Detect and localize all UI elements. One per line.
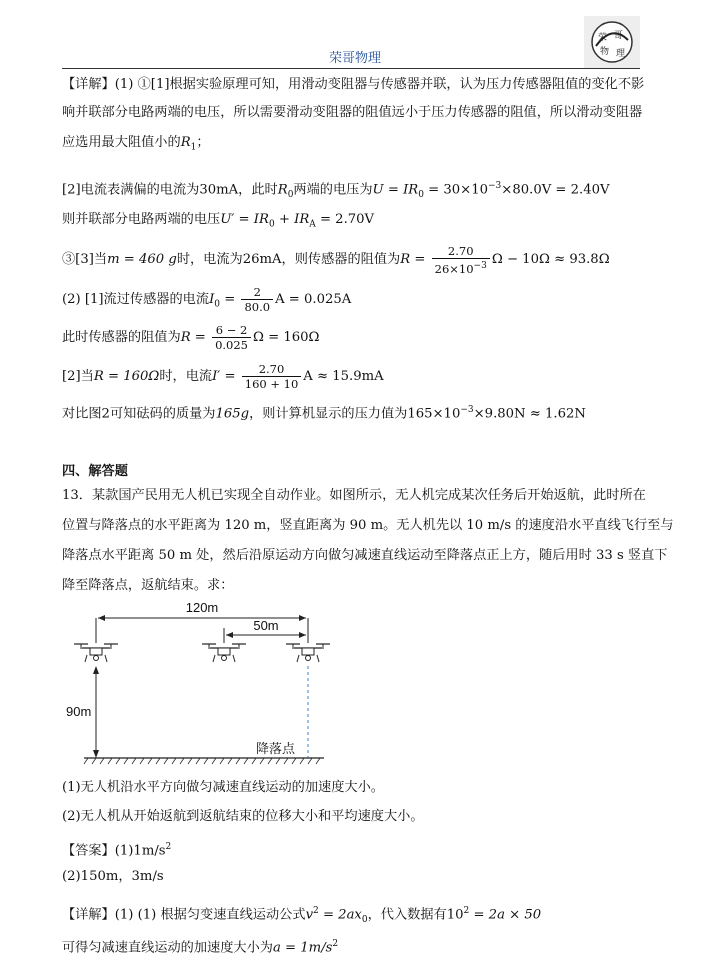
problem-line-3: 降落点水平距离 50 m 处，然后沿原运动方向做匀减速直线运动至降落点正上方，随后用时 33 s 竖直下 xyxy=(62,548,668,563)
current-160-line: [2]当R = 160Ω时，电流I′ = $\frac{2.70}{160 + 10}$ A ≈ 15.9mA xyxy=(62,362,384,391)
fraction: $\frac{6 - 2}{0.025}$ xyxy=(212,323,251,352)
drone-mid-icon xyxy=(202,644,246,662)
section-title: 四、解答题 xyxy=(62,464,128,479)
parallel-voltage-line: 则并联部分电路两端的电压$U' = IR_0 + IR_A = 2.70V$ xyxy=(62,212,375,230)
label-50m: 50m xyxy=(253,618,279,633)
ammeter-voltage-line: [2]电流表满偏的电流为30mA，此时$R_0$两端的电压为$U = IR_0 = 30\times 10^{-3}\times 80.0V = 2.40V$ xyxy=(62,181,610,201)
brand-logo xyxy=(584,16,640,68)
svg-text:物: 物 xyxy=(600,47,610,57)
detail-line-1: 【详解】(1) ①[1]根据实验原理可知，用滑动变阻器与传感器并联，认为压力传感器阻值的变化不影 xyxy=(62,77,645,92)
svg-text:荣: 荣 xyxy=(598,33,608,43)
label-120m: 120m xyxy=(185,600,219,615)
problem-line-4: 降至降落点，返航结束。求： xyxy=(62,578,234,593)
sensor-current-line: (2) [1]流过传感器的电流$I_0$ = $\frac{2}{80.0}$ A = 0.025A xyxy=(62,285,352,314)
sensor-resistance-line-1: ③[3]当m = 460 g时，电流为26mA，则传感器的阻值为R = $\frac{2.70}{26\times 10^{-3}}$ Ω − 10Ω ≈ 93.8Ω xyxy=(62,243,610,276)
question-1: (1)无人机沿水平方向做匀减速直线运动的加速度大小。 xyxy=(62,780,384,795)
svg-text:哥: 哥 xyxy=(614,31,624,41)
fraction: $\frac{2}{80.0}$ xyxy=(241,285,273,314)
drone-end-icon xyxy=(286,644,330,662)
drone-start-icon xyxy=(74,644,118,662)
problem-line-1: 13．某款国产民用无人机已实现全自动作业。如图所示，无人机完成某次任务后开始返航，此时所在 xyxy=(62,488,646,503)
fraction: $\frac{2.70}{26\times 10^{-3}}$ xyxy=(432,244,490,276)
svg-text:理: 理 xyxy=(616,49,626,59)
problem-line-2: 位置与降落点的水平距离为 120 m，竖直距离为 90 m。无人机先以 10 m/s 的速度沿水平直线飞行至与 xyxy=(62,518,674,533)
question-2: (2)无人机从开始返航到返航结束的位移大小和平均速度大小。 xyxy=(62,809,424,824)
detail2-line-2: 可得匀减速直线运动的加速度大小为$a = 1m/s^2$ xyxy=(62,939,339,956)
detail-line-2: 响并联部分电路两端的电压，所以需要滑动变阻器的阻值远小于压力传感器的阻值，所以滑动变阻器 xyxy=(62,105,643,120)
header-rule xyxy=(62,68,640,69)
answer-line-2: (2)150m，3m/s xyxy=(62,869,164,884)
drone-figure xyxy=(62,598,352,776)
ground-hatch xyxy=(84,758,320,764)
header-title: 荣哥物理 xyxy=(328,51,381,66)
answer-line-1: 【答案】$(1)1m/s^2$ xyxy=(62,842,172,859)
fraction: $\frac{2.70}{160 + 10}$ xyxy=(242,362,302,391)
detail-line-3: 应选用最大阻值小的$R_1$； xyxy=(62,135,210,153)
detail2-line-1: 【详解】(1) (1) 根据匀变速直线运动公式$v^2 = 2ax_0$，代入数据有$10^2 = 2a \times 50$ xyxy=(62,906,542,926)
label-90m: 90m xyxy=(66,704,92,719)
label-landing-point: 降落点 xyxy=(256,742,296,757)
sensor-resistance-line-2: 此时传感器的阻值为R = $\frac{6 - 2}{0.025}$ Ω = 160Ω xyxy=(62,323,320,352)
mass-force-line: 对比图2可知砝码的质量为165g，则计算机显示的压力值为$165\times 10^{-3}\times 9.80N \approx 1.62N$ xyxy=(62,405,586,422)
